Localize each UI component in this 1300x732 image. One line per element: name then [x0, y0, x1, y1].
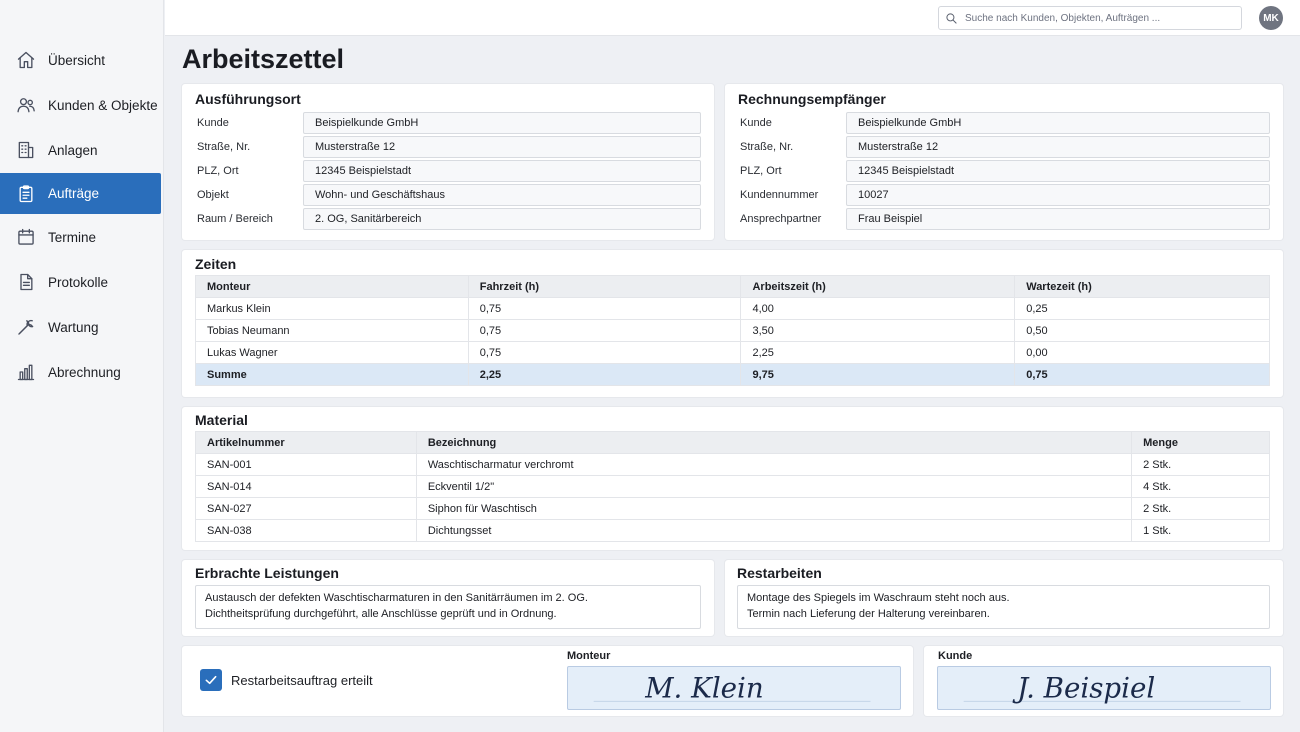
field-label: Kunde: [740, 117, 772, 129]
kunde-signature-drawing: [938, 667, 1270, 709]
column-header: Artikelnummer: [196, 432, 417, 454]
field-row: [725, 136, 1283, 158]
field-label: Objekt: [197, 189, 229, 201]
sum-row: [196, 364, 1270, 386]
column-header: Monteur: [196, 276, 469, 298]
search-input[interactable]: [965, 13, 1235, 24]
field-value[interactable]: Musterstraße 12: [846, 136, 1270, 158]
nav-item-label: Termine: [48, 229, 97, 245]
field-label: Kunde: [197, 117, 229, 129]
column-header: Fahrzeit (h): [468, 276, 741, 298]
field-label: Ansprechpartner: [740, 213, 822, 225]
table-cell: 4 Stk.: [1132, 476, 1270, 498]
clipboard-icon: [16, 184, 36, 204]
ausfuehrungsort-title: Ausführungsort: [195, 91, 301, 107]
table-cell: Markus Klein: [196, 298, 469, 320]
top-bar: [165, 0, 1300, 36]
monteur-signature-drawing: [568, 667, 900, 709]
building-icon: [16, 140, 36, 160]
restarbeiten-line: Termin nach Lieferung der Halterung vereinbaren.: [747, 608, 990, 620]
table-header-row: [196, 276, 1270, 298]
monteur-signature-pad[interactable]: [567, 666, 901, 710]
table-row[interactable]: [196, 342, 1270, 364]
table-cell: Waschtischarmatur verchromt: [416, 454, 1131, 476]
field-row: [182, 160, 714, 182]
bar-chart-icon: [16, 362, 36, 382]
nav-item-kunden[interactable]: [0, 83, 164, 127]
nav-item-abrechnung[interactable]: [0, 350, 164, 394]
user-avatar[interactable]: MK: [1259, 6, 1283, 30]
material-title: Material: [195, 412, 248, 428]
table-row[interactable]: [196, 298, 1270, 320]
nav-item-label: Protokolle: [48, 274, 109, 290]
nav-item-label: Anlagen: [48, 142, 98, 158]
column-header: Bezeichnung: [416, 432, 1131, 454]
sum-cell: 0,75: [1015, 364, 1270, 386]
rechnungsempfaenger-card: [725, 84, 1283, 240]
field-value[interactable]: 12345 Beispielstadt: [846, 160, 1270, 182]
sum-cell: Summe: [196, 364, 469, 386]
leistungen-line: Austausch der defekten Waschtischarmaturen in den Sanitärräumen im 2. OG.: [205, 592, 588, 604]
table-cell: 4,00: [741, 298, 1015, 320]
column-header: Wartezeit (h): [1015, 276, 1270, 298]
table-cell: Tobias Neumann: [196, 320, 469, 342]
table-cell: SAN-014: [196, 476, 417, 498]
restarbeitsauftrag-checkbox[interactable]: [200, 669, 222, 691]
nav-item-wartung[interactable]: [0, 305, 164, 349]
table-cell: 0,00: [1015, 342, 1270, 364]
sidebar: [0, 0, 164, 732]
nav-item-label: Aufträge: [48, 186, 100, 201]
field-row: [182, 112, 714, 134]
field-value[interactable]: 12345 Beispielstadt: [303, 160, 701, 182]
checkbox-label: Restarbeitsauftrag erteilt: [231, 673, 373, 688]
restarbeiten-title: Restarbeiten: [737, 565, 822, 581]
rechnungsempfaenger-title: Rechnungsempfänger: [738, 91, 886, 107]
users-icon: [16, 95, 36, 115]
table-header-row: [196, 432, 1270, 454]
leistungen-card: [182, 560, 714, 636]
sum-cell: 2,25: [468, 364, 741, 386]
table-cell: SAN-001: [196, 454, 417, 476]
leistungen-title: Erbrachte Leistungen: [195, 565, 339, 581]
nav-item-label: Wartung: [48, 319, 99, 335]
table-cell: Lukas Wagner: [196, 342, 469, 364]
table-cell: Siphon für Waschtisch: [416, 498, 1131, 520]
field-row: [182, 136, 714, 158]
restarbeiten-card: [725, 560, 1283, 636]
nav-item-protokolle[interactable]: [0, 260, 164, 304]
zeiten-title: Zeiten: [195, 256, 237, 272]
field-label: Straße, Nr.: [740, 141, 794, 153]
field-label: Raum / Bereich: [197, 213, 273, 225]
table-cell: Eckventil 1/2": [416, 476, 1131, 498]
table-cell: 2 Stk.: [1132, 498, 1270, 520]
table-cell: 3,50: [741, 320, 1015, 342]
field-label: Kundennummer: [740, 189, 819, 201]
table-cell: 2 Stk.: [1132, 454, 1270, 476]
kunde-signature-label: Kunde: [938, 650, 973, 662]
leistungen-line: Dichtheitsprüfung durchgeführt, alle Anschlüsse geprüft und in Ordnung.: [205, 608, 557, 620]
search-icon: [945, 12, 958, 25]
field-row: [182, 184, 714, 206]
table-cell: SAN-038: [196, 520, 417, 542]
monteur-signature-label: Monteur: [567, 650, 611, 662]
table-row[interactable]: [196, 520, 1270, 542]
field-row: [725, 112, 1283, 134]
kunde-signature: J. Beispiel: [1017, 671, 1156, 705]
table-row[interactable]: [196, 454, 1270, 476]
home-icon: [16, 50, 36, 70]
table-cell: 1 Stk.: [1132, 520, 1270, 542]
page-title: Arbeitszettel: [182, 44, 345, 74]
field-value[interactable]: Beispielkunde GmbH: [846, 112, 1270, 134]
field-value[interactable]: Musterstraße 12: [303, 136, 701, 158]
table-cell: 0,25: [1015, 298, 1270, 320]
nav-item-uebersicht[interactable]: [0, 38, 164, 82]
leistungen-textarea[interactable]: [195, 585, 701, 629]
nav-item-termine[interactable]: [0, 215, 164, 259]
zeiten-table: [195, 275, 1270, 386]
ausfuehrungsort-card: [182, 84, 714, 240]
wrench-icon: [16, 317, 36, 337]
kunde-signature-pad[interactable]: [937, 666, 1271, 710]
nav-item-label: Kunden & Objekte: [48, 97, 158, 113]
field-label: PLZ, Ort: [197, 165, 239, 177]
field-row: [725, 184, 1283, 206]
field-value[interactable]: Wohn- und Geschäftshaus: [303, 184, 701, 206]
table-row[interactable]: [196, 476, 1270, 498]
search-box[interactable]: [938, 6, 1242, 30]
material-card: [182, 407, 1283, 550]
table-cell: SAN-027: [196, 498, 417, 520]
table-cell: 0,50: [1015, 320, 1270, 342]
column-header: Menge: [1132, 432, 1270, 454]
nav-item-anlagen[interactable]: [0, 128, 164, 172]
material-table: [195, 431, 1270, 542]
field-label: Straße, Nr.: [197, 141, 251, 153]
document-icon: [16, 272, 36, 292]
column-header: Arbeitszeit (h): [741, 276, 1015, 298]
sum-cell: 9,75: [741, 364, 1015, 386]
field-row: [182, 208, 714, 230]
table-cell: 0,75: [468, 320, 741, 342]
monteur-signature: M. Klein: [645, 671, 764, 705]
table-row[interactable]: [196, 498, 1270, 520]
nav-item-label: Übersicht: [48, 52, 106, 68]
field-value[interactable]: Beispielkunde GmbH: [303, 112, 701, 134]
checkmark-icon: [203, 672, 219, 688]
sidebar-nav: [0, 38, 164, 395]
table-cell: 0,75: [468, 342, 741, 364]
restarbeiten-textarea[interactable]: [737, 585, 1270, 629]
zeiten-card: [182, 250, 1283, 397]
table-cell: 0,75: [468, 298, 741, 320]
field-row: [725, 208, 1283, 230]
field-label: PLZ, Ort: [740, 165, 782, 177]
table-cell: 2,25: [741, 342, 1015, 364]
field-value[interactable]: 2. OG, Sanitärbereich: [303, 208, 701, 230]
nav-item-auftraege[interactable]: [0, 173, 161, 214]
calendar-icon: [16, 227, 36, 247]
table-cell: Dichtungsset: [416, 520, 1131, 542]
restarbeiten-line: Montage des Spiegels im Waschraum steht noch aus.: [747, 592, 1010, 604]
field-value[interactable]: 10027: [846, 184, 1270, 206]
field-row: [725, 160, 1283, 182]
table-row[interactable]: [196, 320, 1270, 342]
nav-item-label: Abrechnung: [48, 364, 121, 380]
field-value[interactable]: Frau Beispiel: [846, 208, 1270, 230]
